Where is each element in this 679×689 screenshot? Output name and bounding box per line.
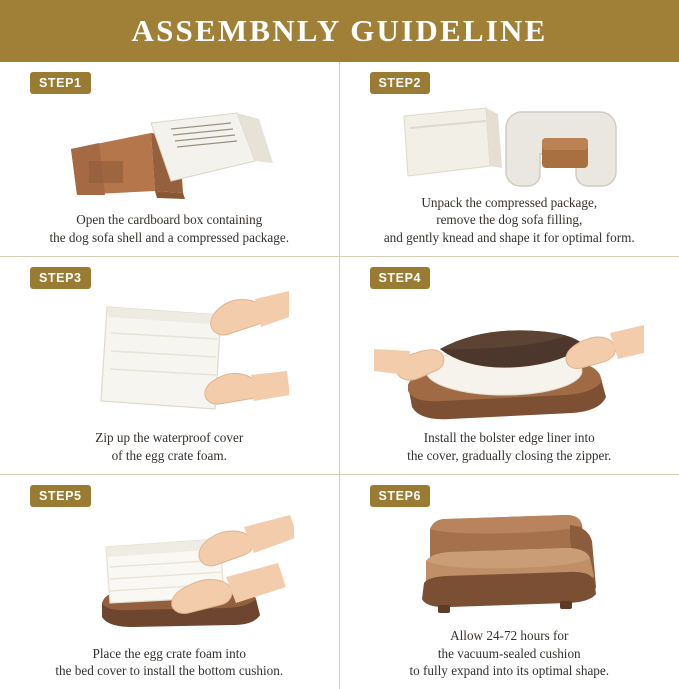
- step-caption-1: Open the cardboard box containing the dog sofa shell and a compressed package.: [14, 211, 325, 248]
- step-badge-5: STEP5: [30, 485, 91, 507]
- finished-dog-sofa-bed-icon: [384, 507, 634, 627]
- cardboard-box-with-sofa-shell-icon: [59, 103, 279, 203]
- step-illustration-1: [14, 94, 325, 211]
- step-illustration-6: [354, 507, 666, 627]
- steps-grid: [0, 62, 679, 657]
- step-illustration-4: [354, 289, 666, 429]
- step-badge-1: STEP1: [30, 72, 91, 94]
- step-badge-3: STEP3: [30, 267, 91, 289]
- zipping-waterproof-cover-icon: [49, 289, 289, 429]
- step-badge-4: STEP4: [370, 267, 431, 289]
- page-header: [0, 0, 679, 62]
- step-cell-3: [0, 257, 340, 475]
- page-title: ASSEMBNLY GUIDELINE: [132, 13, 548, 49]
- step-illustration-2: [354, 94, 666, 194]
- step-badge-2: STEP2: [370, 72, 431, 94]
- step-cell-4: [340, 257, 679, 475]
- step-caption-2: Unpack the compressed package, remove the dog sofa filling, and gently knead and shape it for optimal form.: [354, 194, 666, 248]
- step-illustration-5: [14, 507, 325, 644]
- compressed-package-and-bolster-icon: [394, 94, 624, 194]
- step-cell-1: [0, 62, 340, 257]
- step-cell-2: [340, 62, 679, 257]
- step-badge-6: STEP6: [370, 485, 431, 507]
- step-illustration-3: [14, 289, 325, 429]
- step-caption-5: Place the egg crate foam into the bed cover to install the bottom cushion.: [14, 645, 325, 682]
- step-caption-6: Allow 24-72 hours for the vacuum-sealed cushion to fully expand into its optimal shape.: [354, 627, 666, 681]
- step-caption-3: Zip up the waterproof cover of the egg crate foam.: [14, 429, 325, 466]
- step-caption-4: Install the bolster edge liner into the cover, gradually closing the zipper.: [354, 429, 666, 466]
- installing-bolster-edge-liner-icon: [374, 289, 644, 429]
- placing-egg-crate-foam-icon: [44, 511, 294, 641]
